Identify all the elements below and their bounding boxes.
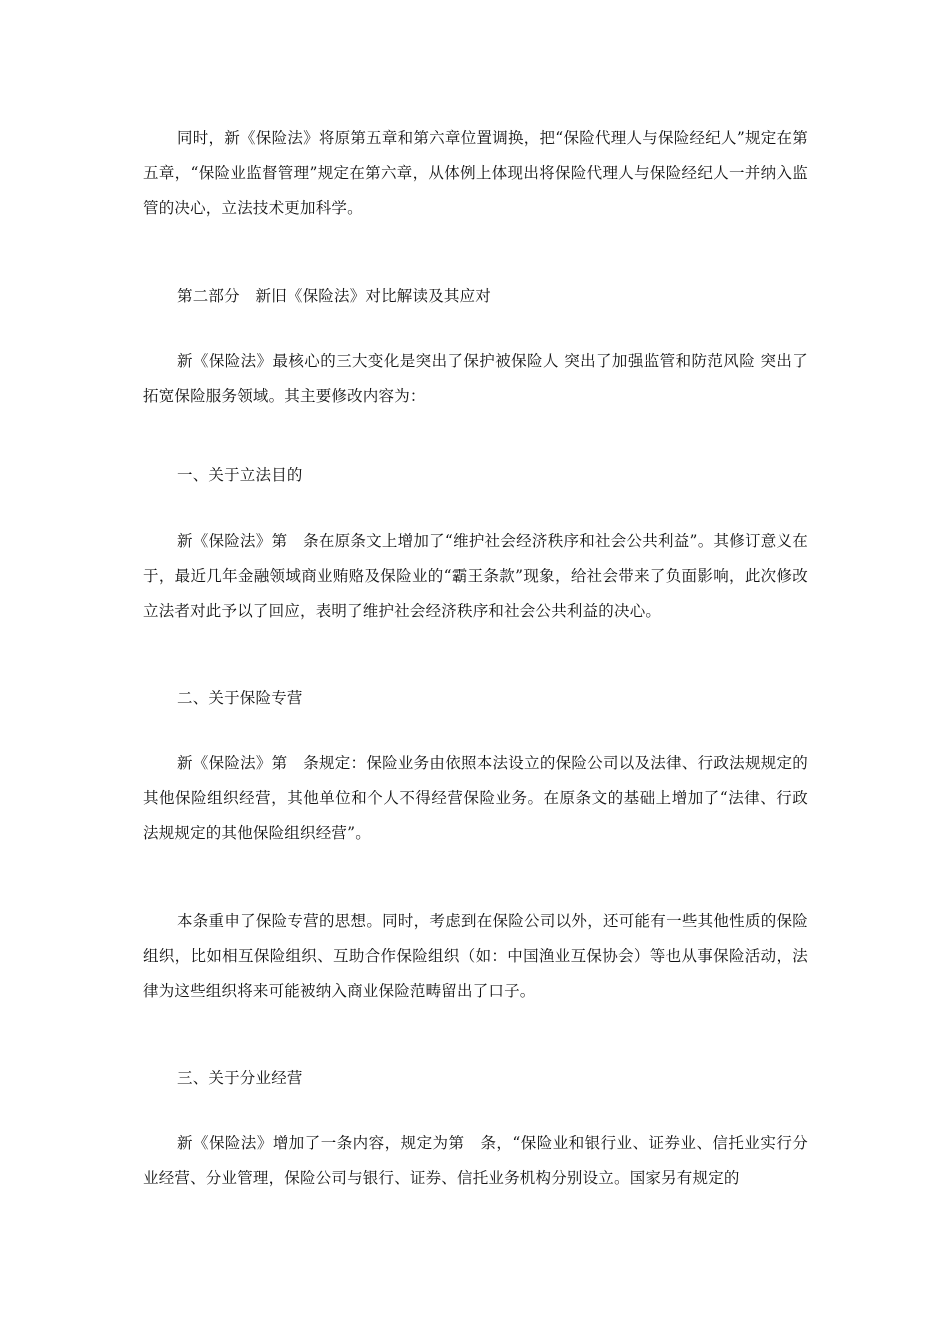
- paragraph-chapter-swap: 同时，新《保险法》将原第五章和第六章位置调换，把“保险代理人与保险经纪人”规定在第五章，“保险业监督管理”规定在第六章，从体例上体现出将保险代理人与保险经纪人一并纳入监管的决心，立法技术更加科学。: [143, 129, 808, 217]
- heading-insurance-monopoly: 二、关于保险专营: [177, 689, 303, 707]
- paragraph-insurance-monopoly: 新《保险法》第 条规定：保险业务由依照本法设立的保险公司以及法律、行政法规规定的其他保险组织经营，其他单位和个人不得经营保险业务。在原条文的基础上增加了“法律、行政法规规定的其他保险组织经营”。: [143, 754, 808, 842]
- heading-legislative-purpose: 一、关于立法目的: [177, 466, 303, 484]
- paragraph-core-changes: 新《保险法》最核心的三大变化是突出了保护被保险人 突出了加强监管和防范风险 突出了拓宽保险服务领域。其主要修改内容为：: [143, 352, 808, 405]
- section-heading-part-two: 第二部分 新旧《保险法》对比解读及其应对: [177, 287, 492, 305]
- heading-separate-operation: 三、关于分业经营: [177, 1069, 303, 1087]
- paragraph-legislative-purpose: 新《保险法》第 条在原条文上增加了“维护社会经济秩序和社会公共利益”。其修订意义在于，最近几年金融领域商业贿赂及保险业的“霸王条款”现象，给社会带来了负面影响，此次修改立法者对此予以了回应，表明了维护社会经济秩序和社会公共利益的决心。: [143, 532, 808, 620]
- paragraph-other-organizations: 本条重申了保险专营的思想。同时，考虑到在保险公司以外，还可能有一些其他性质的保险组织，比如相互保险组织、互助合作保险组织（如：中国渔业互保协会）等也从事保险活动，法律为这些组织将来可能被纳入商业保险范畴留出了口子。: [143, 912, 808, 1000]
- paragraph-separate-operation: 新《保险法》增加了一条内容，规定为第 条，“保险业和银行业、证券业、信托业实行分业经营、分业管理，保险公司与银行、证券、信托业务机构分别设立。国家另有规定的: [143, 1134, 808, 1187]
